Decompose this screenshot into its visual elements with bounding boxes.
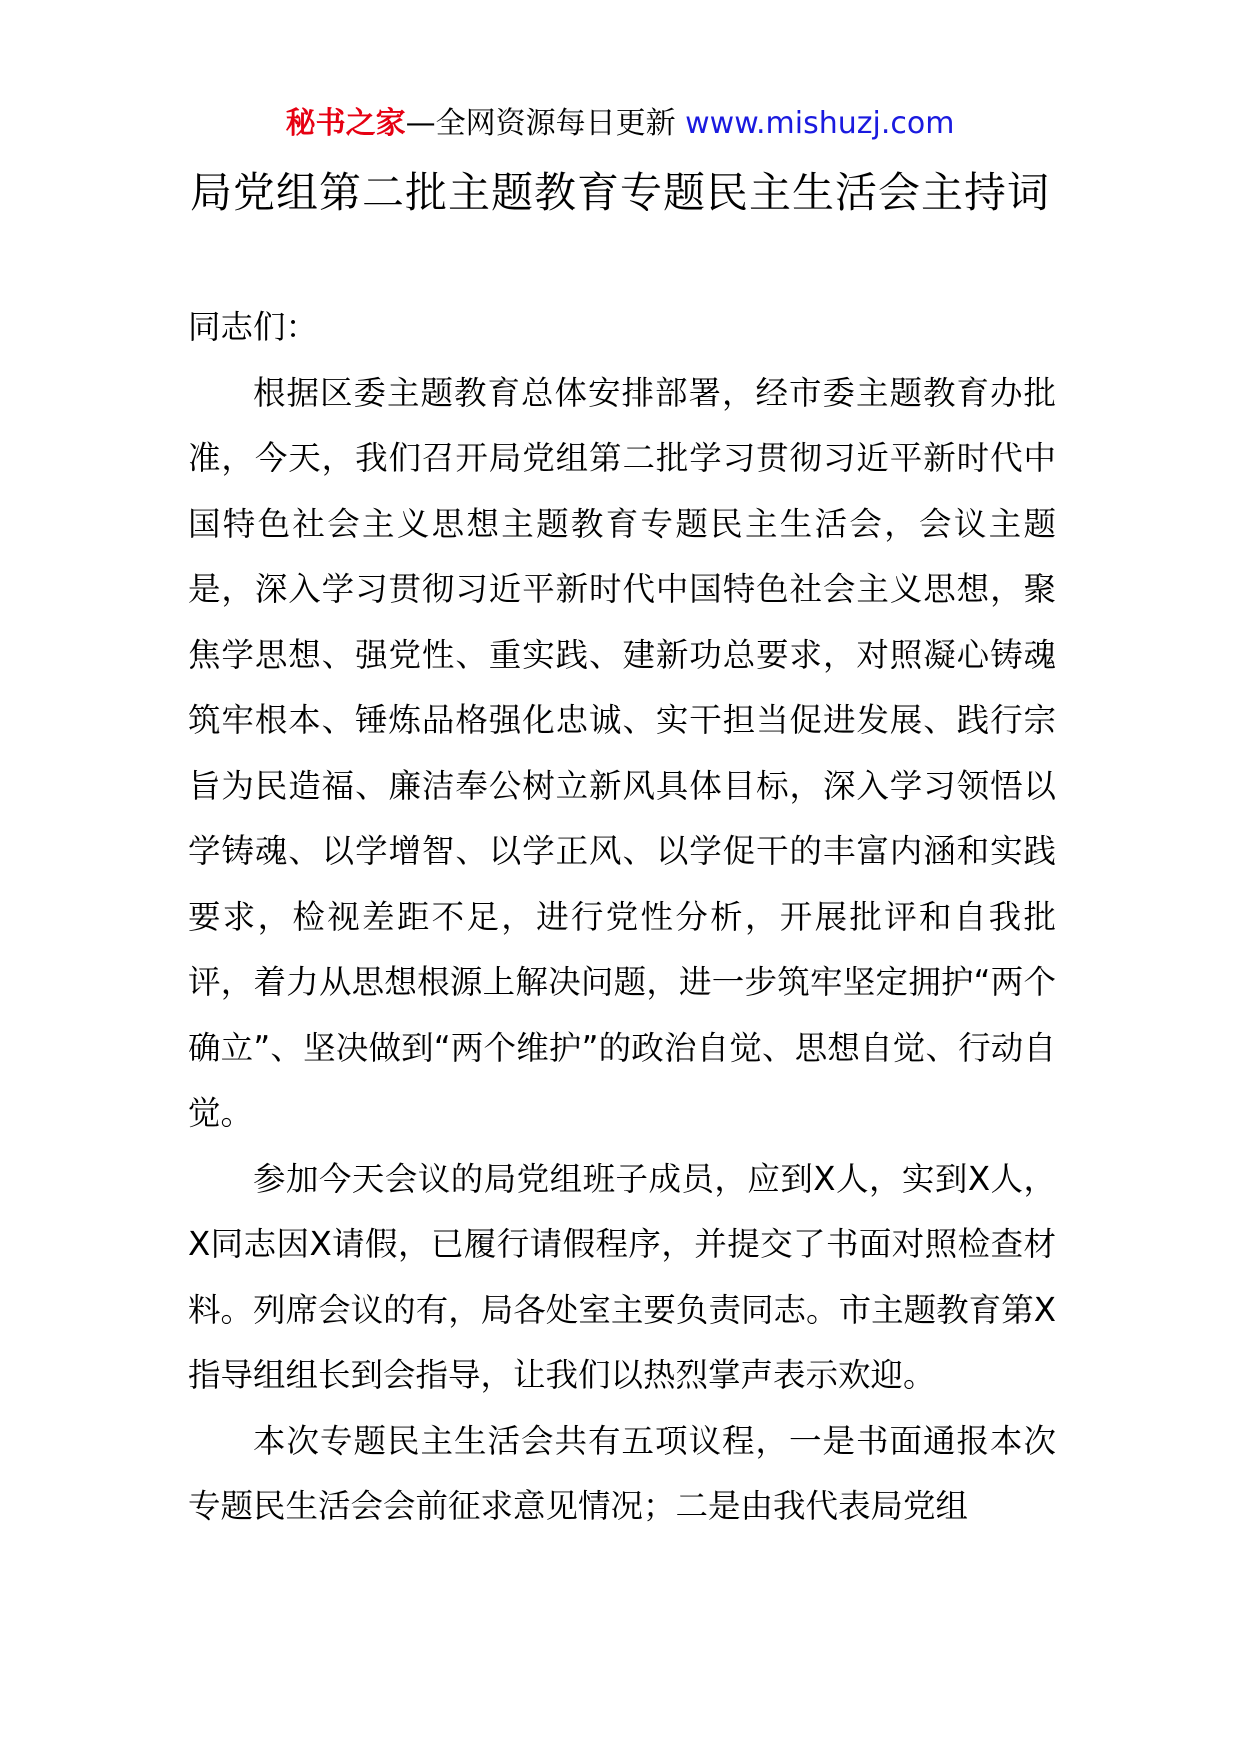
site-header: [0, 104, 1240, 144]
body-paragraph: 参加今天会议的局党组班子成员，应到X人，实到X人，X同志因X请假，已履行请假程序，并提交了书面对照检查材料。列席会议的有，局各处室主要负责同志。市主题教育第X指导组组长到会指导，让我们以热烈掌声表示欢迎。: [188, 1159, 1056, 1394]
body-paragraph: 根据区委主题教育总体安排部署，经市委主题教育办批准，今天，我们召开局党组第二批学习贯彻习近平新时代中国特色社会主义思想主题教育专题民主生活会，会议主题是，深入学习贯彻习近平新时代中国特色社会主义思想，聚焦学思想、强党性、重实践、建新功总要求，对照凝心铸魂筑牢根本、锤炼品格强化忠诚、实干担当促进发展、践行宗旨为民造福、廉洁奉公树立新风具体目标，深入学习领悟以学铸魂、以学增智、以学正风、以学促干的丰富内涵和实践要求，检视差距不足，进行党性分析，开展批评和自我批评，着力从思想根源上解决问题，进一步筑牢坚定拥护“两个确立”、坚决做到“两个维护”的政治自觉、思想自觉、行动自觉。: [188, 373, 1056, 1132]
salutation: 同志们：: [188, 308, 319, 346]
body-paragraph: 本次专题民主生活会共有五项议程，一是书面通报本次专题民生活会会前征求意见情况；二是由我代表局党组: [188, 1421, 1056, 1525]
document-body: [188, 295, 1056, 1540]
site-url-link[interactable]: www.mishuzj.com: [685, 106, 955, 141]
document-title: 局党组第二批主题教育专题民主生活会主持词: [189, 168, 1050, 217]
brand-name: 秘书之家: [285, 106, 406, 141]
header-tagline: —全网资源每日更新: [405, 106, 686, 141]
